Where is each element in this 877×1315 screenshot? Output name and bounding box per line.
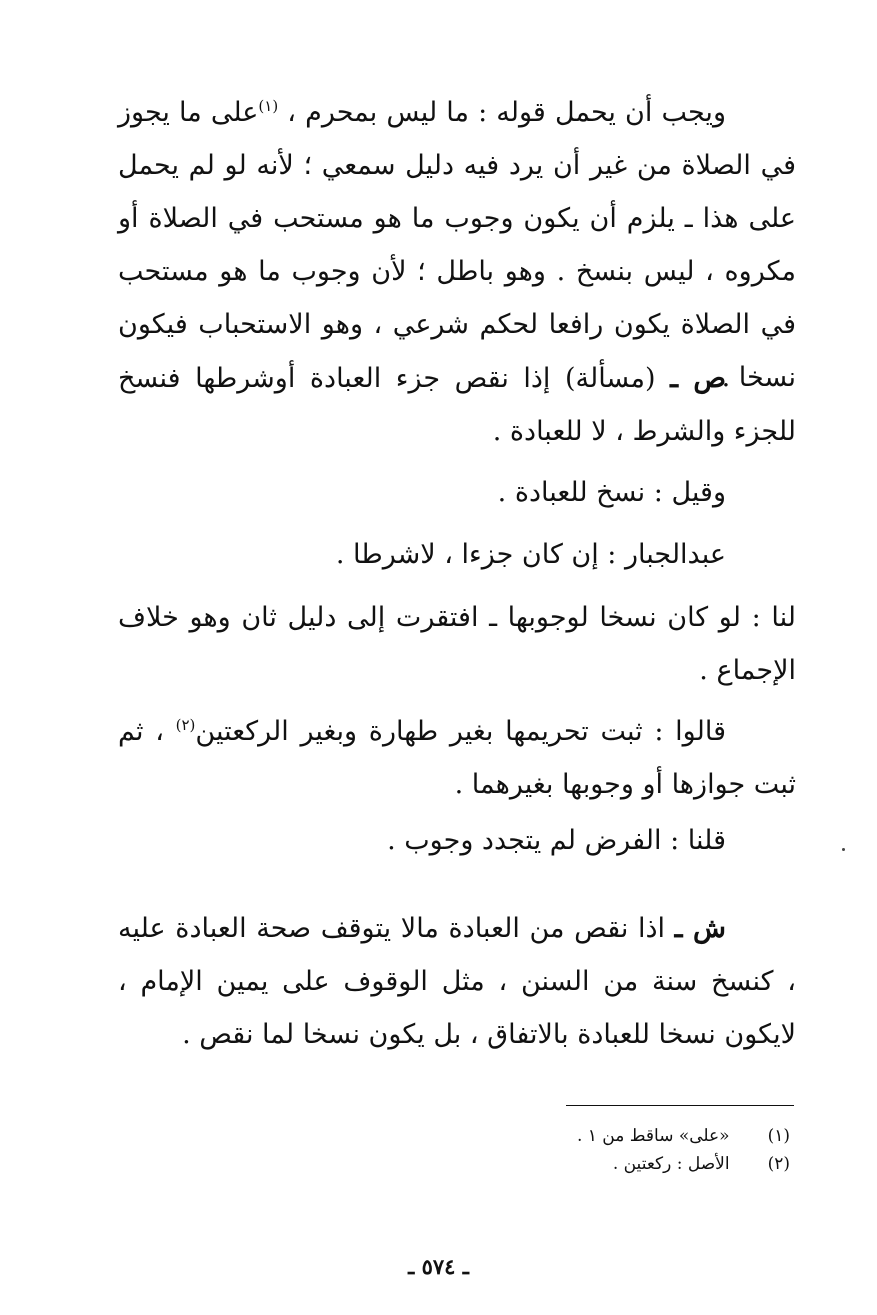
- paragraph-5: [118, 591, 796, 697]
- footnote-divider: [566, 1105, 794, 1106]
- footnote-1-text: «على» ساقط من ١ .: [576, 1126, 730, 1146]
- footnote-1: [400, 1122, 790, 1150]
- scan-speck: [842, 848, 845, 851]
- paragraph-7-text: قلنا : الفرض لم يتجدد وجوب .: [387, 825, 726, 856]
- paragraph-7: [118, 814, 796, 867]
- paragraph-1-text-a: ويجب أن يحمل قوله : ما ليس بمحرم ،: [278, 97, 726, 128]
- footnote-2-text: الأصل : ركعتين .: [612, 1154, 730, 1174]
- paragraph-2-text: (مسألة) إذا نقص جزء العبادة أوشرطها فنسخ للجزء والشرط ، لا للعبادة .: [118, 363, 796, 447]
- paragraph-6: [118, 705, 796, 811]
- paragraph-3: [118, 466, 796, 519]
- paragraph-2: [118, 352, 796, 458]
- footnotes: [400, 1122, 790, 1178]
- paragraph-3-text: وقيل : نسخ للعبادة .: [497, 477, 726, 508]
- sad-label: ص ـ: [670, 363, 727, 394]
- shin-label: ش ـ: [674, 913, 726, 944]
- paragraph-8-text: اذا نقص من العبادة مالا يتوقف صحة العبادة عليه ، كنسخ سنة من السنن ، مثل الوقوف على يمين الإمام ، لايكون نسخا للعبادة بالاتفاق ، بل يكون نسخا لما نقص .: [118, 913, 796, 1050]
- paragraph-5-text: لنا : لو كان نسخا لوجوبها ـ افتقرت إلى دليل ثان وهو خلاف الإجماع .: [118, 602, 796, 686]
- paragraph-6-text-b: ، ثم ثبت جوازها أو وجوبها بغيرهما .: [118, 716, 796, 800]
- paragraph-8: [118, 902, 796, 1061]
- paragraph-4: [118, 528, 796, 581]
- footnote-ref-1[interactable]: (١): [258, 97, 279, 115]
- paragraph-6-text-a: قالوا : ثبت تحريمها بغير طهارة وبغير الركعتين: [195, 716, 726, 747]
- paragraph-4-text: عبدالجبار : إن كان جزءا ، لاشرطا .: [335, 539, 726, 570]
- footnote-2-number: (٢): [767, 1154, 790, 1174]
- footnote-ref-2[interactable]: (٢): [175, 716, 196, 734]
- footnote-2: [400, 1150, 790, 1178]
- page-number: ـ ٥٧٤ ـ: [408, 1254, 469, 1279]
- paragraph-1-text-b: على ما يجوز في الصلاة من غير أن يرد فيه دليل سمعي ؛ لأنه لو لم يحمل على هذا ـ يلزم أن يكون وجوب ما هو مستحب في الصلاة أو مكروه ، ليس بنسخ . وهو باطل ؛ لأن وجوب ما هو مستحب في الصلاة يكون رافعا لحكم شرعي ، وهو الاستحباب فيكون نسخا .: [118, 97, 796, 393]
- footnote-1-number: (١): [767, 1126, 790, 1146]
